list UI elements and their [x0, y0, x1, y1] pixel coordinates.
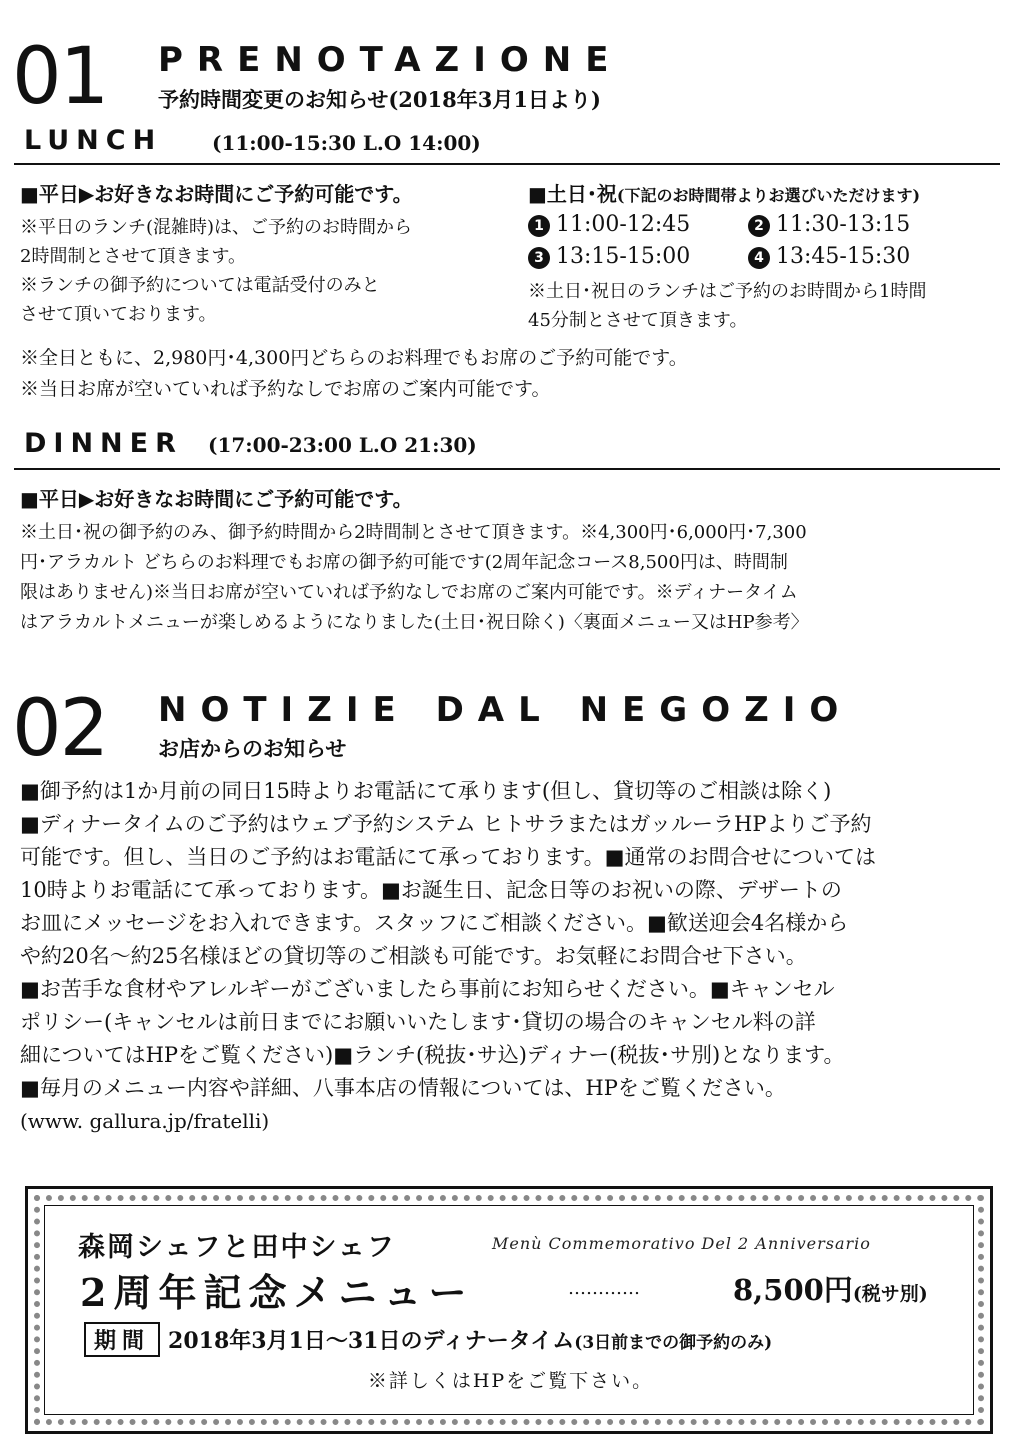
lunch-all-note-1: ※全日ともに、2,980円･4,300円どちらのお料理でもお席のご予約可能です。 — [20, 347, 688, 369]
lunch-weekday-block — [20, 178, 520, 329]
period-note: (3日前までの御予約のみ) — [574, 1333, 773, 1353]
dinner-note-3: 限はありません)※当日お席が空いていれば予約なしでお席のご案内可能です。※ディナータイム — [20, 582, 798, 603]
slot-badge-3: 3 — [528, 247, 550, 269]
section-title-notizie: NOTIZIE DAL NEGOZIO — [158, 690, 853, 730]
promo-period-row — [84, 1322, 772, 1357]
section-subtitle-reservation-change: 予約時間変更のお知らせ(2018年3月1日より) — [158, 87, 601, 112]
lunch-weekend-note-1: ※土日･祝日のランチはご予約のお時間から1時間 — [528, 281, 927, 302]
slot-badge-2: 2 — [748, 215, 770, 237]
period-text: 2018年3月1日〜31日のディナータイム — [168, 1328, 575, 1354]
promo-price-note: (税サ別) — [852, 1283, 928, 1305]
slot-time-1: 11:00-12:45 — [556, 212, 691, 237]
lunch-weekday-title: ■平日▶お好きなお時間にご予約可能です。 — [20, 182, 413, 206]
lunch-heading: LUNCH — [24, 125, 163, 156]
period-label-box: 期間 — [84, 1322, 160, 1357]
dinner-block — [20, 483, 809, 638]
news-line-8: ポリシー(キャンセルは前日までにお願いいたします･貸切の場合のキャンセル料の詳 — [20, 1010, 816, 1034]
lunch-weekend-title-main: ■土日･祝 — [528, 182, 617, 206]
section-subtitle-shop-news: お店からのお知らせ — [158, 736, 347, 761]
promo-chefs: 森岡シェフと田中シェフ — [78, 1232, 396, 1263]
news-line-3: 可能です。但し、当日のご予約はお電話にて承っております。■通常のお問合せについては — [20, 845, 877, 869]
slot-badge-1: 1 — [528, 215, 550, 237]
dinner-hours: (17:00-23:00 L.O 21:30) — [208, 433, 477, 457]
news-line-7: ■お苦手な食材やアレルギーがございましたら事前にお知らせください。■キャンセル — [20, 977, 835, 1001]
news-line-6: や約20名〜約25名様ほどの貸切等のご相談も可能です。お気軽にお問合せ下さい。 — [20, 944, 807, 968]
lunch-weekend-title-note: (下記のお時間帯よりお選びいただけます) — [616, 186, 921, 205]
section-number-01: 01 — [12, 32, 108, 122]
news-line-2: ■ディナータイムのご予約はウェブ予約システム ヒトサラまたはガッルーラHPよりご予約 — [20, 812, 872, 836]
lunch-weekend-block — [528, 178, 1008, 335]
lunch-weekend-title — [528, 178, 1008, 207]
slot-time-4: 13:45-15:30 — [776, 244, 911, 269]
section-number-02: 02 — [12, 684, 108, 774]
slot-3 — [528, 241, 748, 273]
promo-price-group — [733, 1268, 928, 1309]
slot-time-3: 13:15-15:00 — [556, 244, 691, 269]
promo-script-title: Menù Commemorativo Del 2 Anniversario — [492, 1234, 871, 1253]
slot-2 — [748, 212, 910, 237]
lunch-all-notes — [20, 343, 688, 405]
dinner-heading: DINNER — [24, 428, 183, 459]
promo-price: 8,500円 — [733, 1273, 853, 1307]
lunch-hours: (11:00-15:30 L.O 14:00) — [212, 131, 481, 155]
promo-leader-dots: ………… — [568, 1278, 640, 1299]
slot-4 — [748, 244, 910, 269]
lunch-divider — [14, 163, 1000, 165]
dinner-note-2: 円･アラカルト どちらのお料理でもお席の御予約可能です(2周年記念コース8,500円は、時間制 — [20, 552, 788, 573]
lunch-weekday-note-2: 2時間制とさせて頂きます。 — [20, 246, 247, 267]
lunch-weekday-note-4: させて頂いております。 — [20, 304, 217, 325]
section-title-prenotazione: PRENOTAZIONE — [158, 40, 623, 80]
dinner-weekday-title: ■平日▶お好きなお時間にご予約可能です。 — [20, 487, 413, 511]
slot-1 — [528, 209, 748, 241]
promo-title: 2周年記念メニュー — [80, 1270, 474, 1315]
dinner-note-4: はアラカルトメニューが楽しめるようになりました(土日･祝日除く)〈裏面メニュー又はHP参考〉 — [20, 612, 809, 633]
lunch-all-note-2: ※当日お席が空いていれば予約なしでお席のご案内可能です。 — [20, 378, 551, 400]
website-url[interactable]: (www. gallura.jp/fratelli) — [20, 1109, 270, 1133]
shop-news-body — [20, 775, 876, 1138]
dinner-note-1: ※土日･祝の御予約のみ、御予約時間から2時間制とさせて頂きます。※4,300円･6,000円･7,300 — [20, 522, 807, 543]
slot-time-2: 11:30-13:15 — [776, 212, 911, 237]
news-line-10: ■毎月のメニュー内容や詳細、八事本店の情報については、HPをご覧ください。 — [20, 1076, 786, 1100]
news-line-1: ■御予約は1か月前の同日15時よりお電話にて承ります(但し、貸切等のご相談は除く) — [20, 779, 832, 803]
news-line-5: お皿にメッセージをお入れできます。スタッフにご相談ください。■歓送迎会4名様から — [20, 911, 849, 935]
lunch-weekday-note-3: ※ランチの御予約については電話受付のみと — [20, 275, 380, 296]
news-line-9: 細についてはHPをご覧ください)■ランチ(税抜･サ込)ディナー(税抜･サ別)となります。 — [20, 1043, 845, 1067]
news-line-4: 10時よりお電話にて承っております。■お誕生日、記念日等のお祝いの際、デザートの — [20, 878, 842, 902]
lunch-slots — [528, 209, 1008, 273]
lunch-weekend-note-2: 45分制とさせて頂きます。 — [528, 310, 748, 331]
slot-badge-4: 4 — [748, 247, 770, 269]
promo-footer: ※詳しくはHPをご覧下さい。 — [367, 1370, 654, 1392]
dinner-divider — [14, 468, 1000, 470]
lunch-weekday-note-1: ※平日のランチ(混雑時)は、ご予約のお時間から — [20, 217, 413, 238]
